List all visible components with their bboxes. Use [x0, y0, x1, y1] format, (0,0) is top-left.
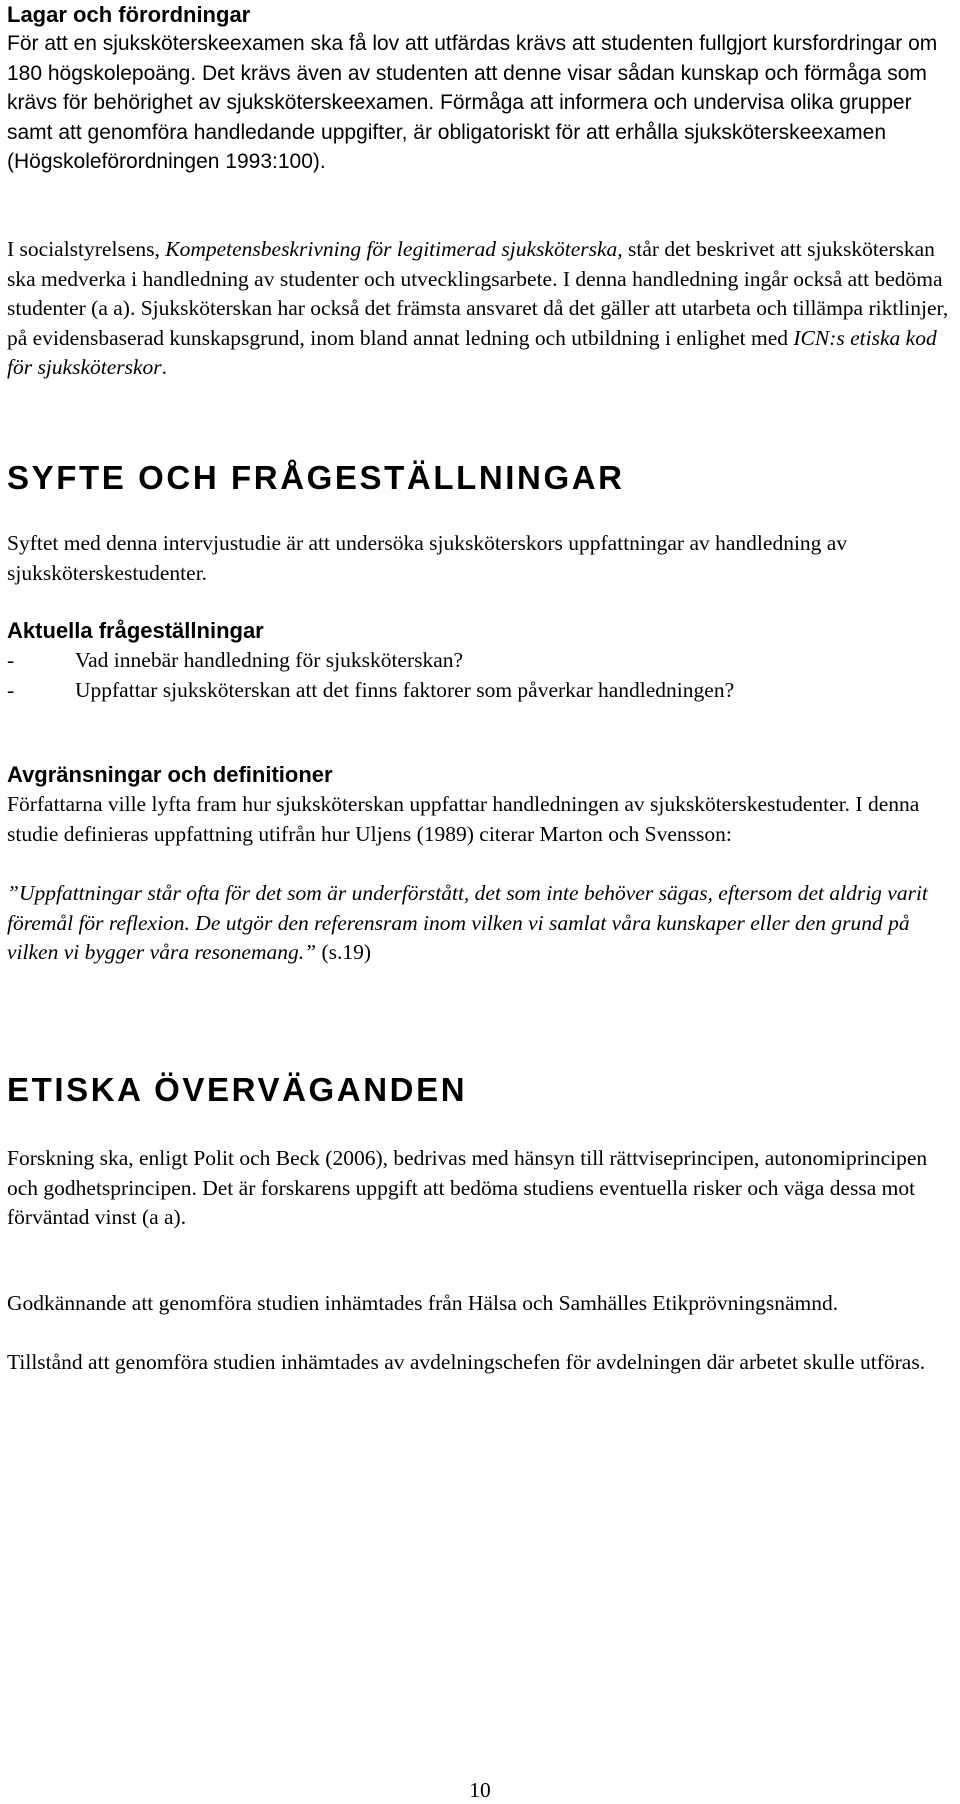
text-run: .	[161, 355, 168, 380]
text-run: står det beskrivet att sjuksköterskan ska medverka i handledning av studenter och utvecklingsarbete. I denna handledning ingår också att bedöma studenter (a a). Sjuksköterskan har också det främsta ansvaret då det gäller att utarbeta och tillämpa riktlinjer, på evidensbaserad kunskapsgrund, inom bland annat ledning och utbildning i enlighet med	[7, 237, 949, 350]
question-list	[7, 646, 955, 705]
subheading-questions: Aktuella frågeställningar	[7, 618, 264, 643]
text-run: I socialstyrelsens,	[7, 237, 166, 261]
paragraph-purpose: Syftet med denna intervjustudie är att undersöka sjuksköterskors uppfattningar av handledning av sjuksköterskestudenter.	[7, 531, 848, 585]
document-page	[7, 0, 955, 1374]
paragraph-ethics-1: Forskning ska, enligt Polit och Beck (2006), bedrivas med hänsyn till rättviseprincipen, autonomiprincipen och godhetsprincipen. Det är forskarens uppgift att bedöma studiens eventuella risker och väga dessa mot förväntad vinst (a a).	[7, 1146, 928, 1230]
page-number: 10	[469, 1778, 491, 1802]
paragraph-ethics-3: Tillstånd att genomföra studien inhämtades av avdelningschefen för avdelningen där arbetet skulle utföras.	[7, 1350, 926, 1374]
blockquote	[7, 879, 955, 968]
question-text: Vad innebär handledning för sjuksköterskan?	[75, 648, 464, 672]
section-heading-laws: Lagar och förordningar	[7, 2, 251, 27]
quote-text: ”Uppfattningar står ofta för det som är underförstått, det som inte behöver sägas, eftersom det aldrig varit föremål för reflexion. De utgör den referensram inom vilken vi samlat våra kunskaper eller den grund på vilken vi bygger våra resonemang.”	[7, 881, 928, 965]
section-heading-delimitations: Avgränsningar och definitioner	[7, 762, 333, 787]
section-heading-purpose: SYFTE OCH FRÅGESTÄLLNINGAR	[7, 459, 625, 496]
code-title-italic: ICN:s etiska kod för sjuksköterskor	[7, 325, 937, 380]
document-title-italic: Kompetensbeskrivning för legitimerad sjuksköterska,	[165, 237, 623, 261]
list-item	[7, 676, 955, 706]
paragraph-laws: För att en sjuksköterskeexamen ska få lov att utfärdas krävs att studenten fullgjort kursfordringar om 180 högskolepoäng. Det krävs även av studenten att denne visar sådan kunskap och förmåga som krävs för behörighet av sjuksköterskeexamen. Förmåga att informera och undervisa olika grupper samt att genomföra handledande uppgifter, är obligatoriskt för att erhålla sjuksköterskeexamen (Högskoleförordningen 1993:100).	[7, 32, 938, 174]
section-heading-ethics: ETISKA ÖVERVÄGANDEN	[7, 1071, 468, 1108]
quote-reference: (s.19)	[316, 940, 372, 965]
list-dash: -	[7, 677, 15, 702]
question-text: Uppfattar sjuksköterskan att det finns faktorer som påverkar handledningen?	[75, 677, 735, 702]
paragraph-ethics-2: Godkännande att genomföra studien inhämtades från Hälsa och Samhälles Etikprövningsnämnd.	[7, 1291, 839, 1315]
list-item	[7, 646, 955, 676]
list-dash: -	[7, 648, 15, 672]
paragraph-competence	[7, 235, 955, 383]
paragraph-delimitations: Författarna ville lyfta fram hur sjuksköterskan uppfattar handledningen av sjuksköterskestudenter. I denna studie definieras uppfattning utifrån hur Uljens (1989) citerar Marton och Svensson:	[7, 792, 920, 846]
